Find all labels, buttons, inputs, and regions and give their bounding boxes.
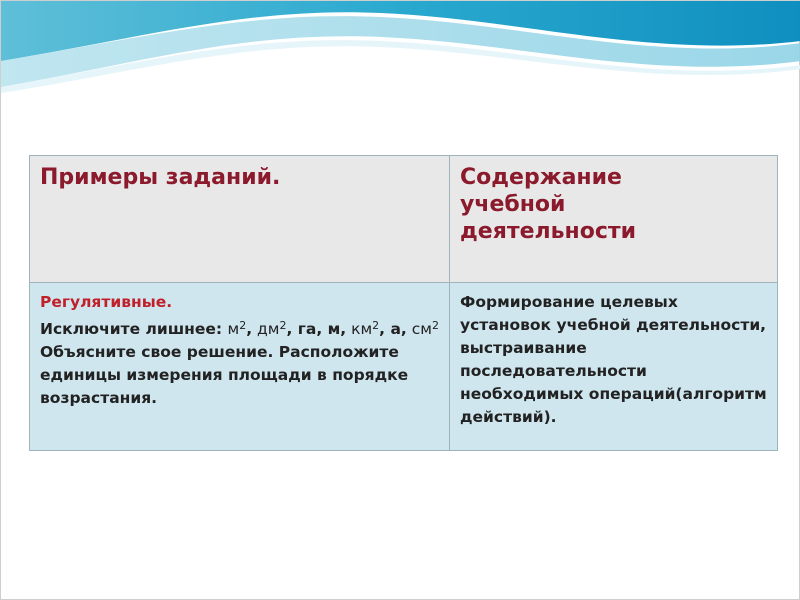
table-row xyxy=(30,283,778,451)
unit-separator: , xyxy=(286,320,293,338)
unit-item xyxy=(228,320,253,338)
header-activity xyxy=(450,156,778,283)
unit-power: 2 xyxy=(239,319,247,332)
unit-item xyxy=(385,320,407,338)
activity-text: Формирование целевых установок учебной деятельности, выстраивание последовательности необходимых операций(алгоритм действий). xyxy=(460,293,767,426)
unit-power: 2 xyxy=(372,319,380,332)
tasks-cell xyxy=(30,283,450,451)
unit-separator: , xyxy=(246,320,253,338)
activity-cell xyxy=(450,283,778,451)
unit-separator: , xyxy=(400,320,407,338)
explain-task: Объясните свое решение. Расположите единицы измерения площади в порядке возрастания. xyxy=(40,343,409,407)
wave-banner xyxy=(1,1,800,96)
unit-base: м xyxy=(227,320,240,338)
units-list xyxy=(228,320,439,338)
unit-power: 2 xyxy=(279,319,287,332)
unit-item xyxy=(292,320,322,338)
tasks-table xyxy=(29,155,778,451)
table-header-row xyxy=(30,156,778,283)
unit-base: м xyxy=(322,320,341,338)
header-examples xyxy=(30,156,450,283)
unit-item xyxy=(346,320,385,338)
exclude-task xyxy=(40,314,439,341)
unit-item xyxy=(252,320,292,338)
unit-item xyxy=(407,320,439,338)
unit-separator: , xyxy=(316,320,323,338)
unit-base: см xyxy=(406,320,432,338)
unit-base: дм xyxy=(252,320,280,338)
exclude-prefix: Исключите лишнее: xyxy=(40,320,223,338)
unit-item xyxy=(322,320,346,338)
header-activity-label: Содержание учебной деятельности xyxy=(460,165,637,244)
unit-separator: , xyxy=(340,320,347,338)
task-kind-label: Регулятивные. xyxy=(40,293,173,311)
unit-base: а xyxy=(385,320,401,338)
header-examples-label: Примеры заданий. xyxy=(40,165,281,190)
unit-base: га xyxy=(292,320,317,338)
unit-base: км xyxy=(346,320,373,338)
unit-separator: , xyxy=(379,320,386,338)
unit-power: 2 xyxy=(431,319,439,332)
